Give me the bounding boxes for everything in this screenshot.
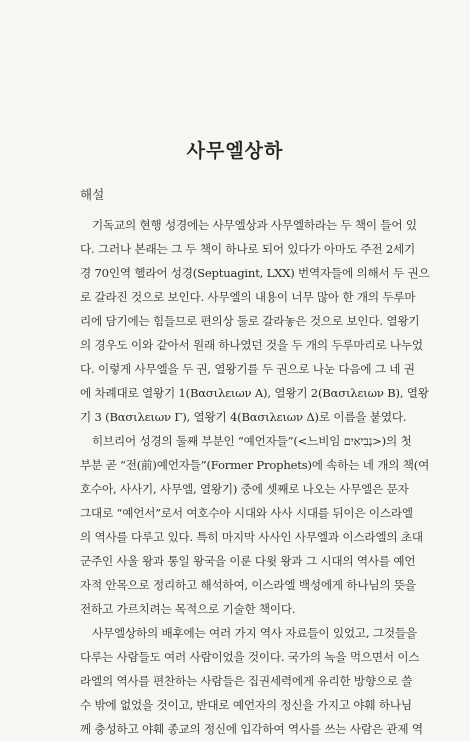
text-line: 에 차례대로 열왕기 1(Βασιλειων A), 열왕기 2(Βασιλειων B), 열왕 [80, 386, 429, 400]
paragraph [80, 621, 423, 741]
text-line: 히브리어 성경의 둘째 부분인 “예언자들”(<느비임 נְבִיאִים>)의 첫 [92, 434, 412, 448]
text-line: 께 충성하고 야훼 종교의 정신에 입각하여 역사를 쓰는 사람은 관제 역 [80, 722, 423, 736]
text-line: 사무엘상하의 배후에는 여러 가지 역사 자료들이 있었고, 그것들을 [92, 626, 417, 640]
text-line: 수 밖에 없었을 것이고, 반대로 예언자의 정신을 가지고 야훼 하나님 [80, 698, 412, 712]
paragraph [80, 213, 430, 429]
text-line: 라엘의 역사를 편찬하는 사람들은 집권세력에게 유리한 방향으로 쓸 [80, 674, 413, 688]
text-line: 의 경우도 이와 같아서 원래 하나였던 것을 두 개의 두루마리로 나누었 [80, 338, 423, 352]
text-line: 경 70인역 헬라어 성경(Septuagint, LXX) 번역자들에 의해서 두 권으 [80, 266, 430, 280]
paragraph [80, 429, 430, 621]
text-line: 기 3 (Βασιλειων Γ), 열왕기 4(Βασιλειων Δ)로 이름을 붙였다. [80, 410, 407, 424]
text-line: 전하고 가르치려는 목적으로 기술한 책이다. [80, 602, 296, 616]
chapter-title: 사무엘상하 [186, 140, 284, 162]
text-line: 기독교의 현행 성경에는 사무엘상과 사무엘하라는 두 책이 들어 있 [92, 218, 417, 232]
section-heading: 해설 [80, 187, 105, 202]
text-line: 군주인 사울 왕과 통일 왕국을 이룬 다윗 왕과 그 시대의 역사를 예언 [80, 554, 416, 568]
text-line: 자적 안목으로 정리하고 해석하여, 이스라엘 백성에게 하나님의 뜻을 [80, 578, 416, 592]
text-line: 의 역사를 다루고 있다. 특히 마지막 사사인 사무엘과 이스라엘의 초대 [80, 530, 423, 544]
text-line: 리에 담기에는 힘들므로 편의상 둘로 갈라놓은 것으로 보인다. 열왕기 [80, 314, 420, 328]
text-line: 다. 그러나 본래는 그 두 책이 하나로 되어 있다가 아마도 주전 2세기 [80, 242, 415, 256]
text-line: 부분 곧 “전(前)예언자들”(Former Prophets)에 속하는 네 개의 책(여 [80, 458, 430, 472]
text-line: 그대로 “예언서”로서 여호수아 시대와 사사 시대를 뒤이은 이스라엘 [80, 506, 413, 520]
text-line: 다. 이렇게 사무엘을 두 권, 열왕기를 두 권으로 나눈 다음에 그 네 권 [80, 362, 415, 376]
body-text [80, 213, 430, 741]
text-line: 호수아, 사사기, 사무엘, 열왕기) 중에 셋째로 나오는 사무엘은 문자 [80, 482, 409, 496]
text-line: 로 갈라진 것으로 보인다. 사무엘의 내용이 너무 많아 한 개의 두루마 [80, 290, 416, 304]
text-line: 다루는 사람들도 여러 사람이었을 것이다. 국가의 녹을 먹으면서 이스 [80, 650, 420, 664]
